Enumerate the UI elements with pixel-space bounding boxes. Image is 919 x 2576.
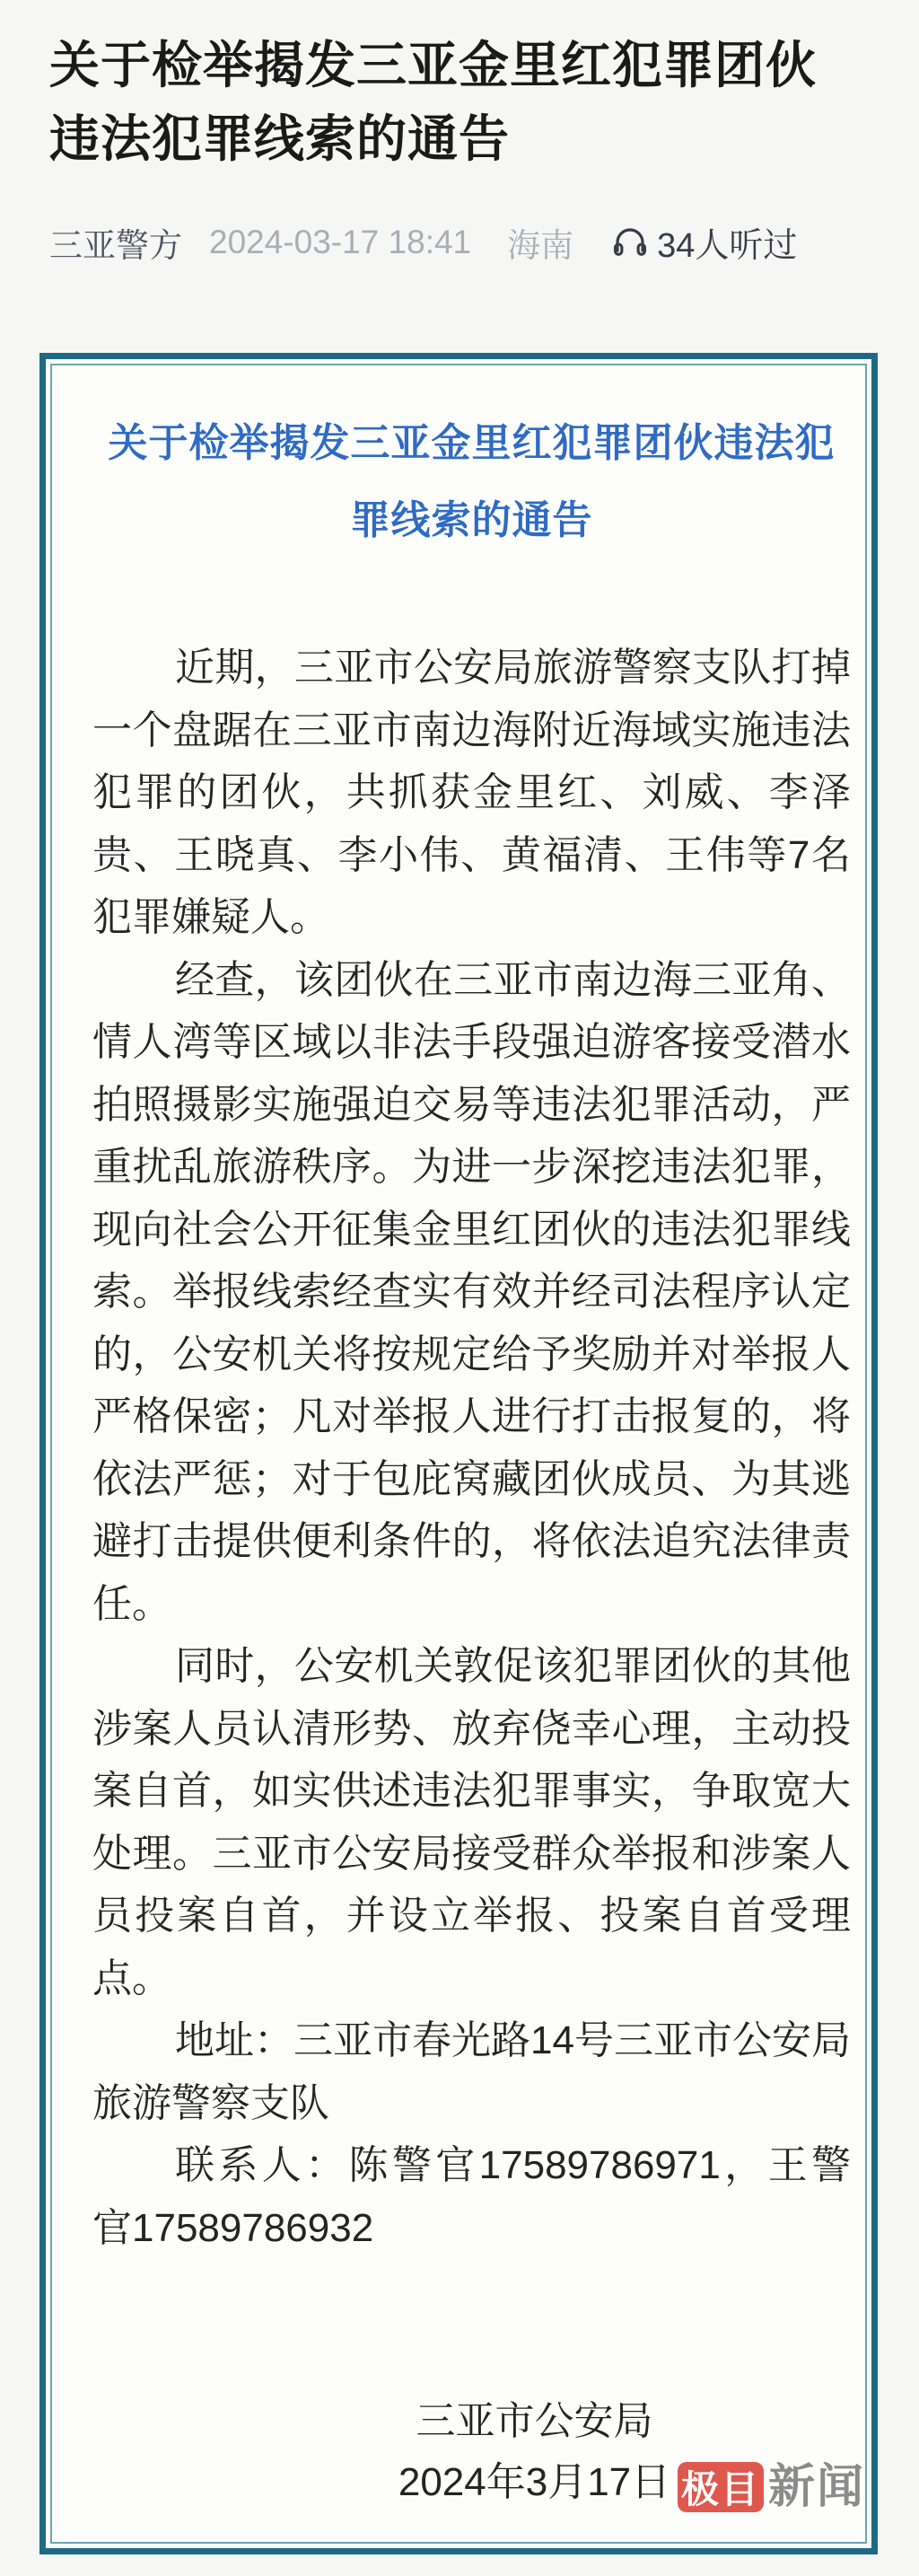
signature-date: 2024年3月17日	[398, 2460, 671, 2504]
signature-agency: 三亚市公安局	[416, 2399, 653, 2443]
listen-count: 34人听过	[657, 227, 798, 265]
body-line: 依法严惩；对于包庇窝藏团伙成员、为其逃	[92, 1456, 851, 1501]
contact-line: 联系人：陈警官17589786971，王警	[175, 2143, 851, 2187]
body-line: 拍照摄影实施强迫交易等违法犯罪活动，严	[92, 1082, 851, 1127]
body-line: 同时，公安机关敦促该犯罪团伙的其他	[175, 1644, 851, 1688]
body-line: 任。	[92, 1581, 171, 1626]
author-link[interactable]: 三亚警方	[49, 226, 182, 264]
watermark-badge: 极目	[678, 2462, 764, 2512]
publish-datetime: 2024-03-17 18:41	[209, 223, 472, 260]
notice-body	[92, 637, 851, 2259]
body-line: 犯罪的团伙，共抓获金里红、刘威、李泽	[92, 770, 851, 814]
body-line: 情人湾等区域以非法手段强迫游客接受潜水	[92, 1020, 851, 1064]
body-line: 案自首，如实供述违法犯罪事实，争取宽大	[92, 1769, 851, 1813]
article-title	[49, 29, 888, 176]
body-line: 索。举报线索经查实有效并经司法程序认定	[92, 1270, 851, 1314]
watermark-suffix: 新闻	[768, 2461, 866, 2513]
body-line: 点。	[92, 1956, 171, 2000]
paragraph-contacts	[92, 2134, 851, 2259]
notice-box	[39, 353, 878, 2554]
body-line: 的，公安机关将按规定给予奖励并对举报人	[92, 1332, 851, 1376]
article-title-line-2: 违法犯罪线索的通告	[49, 110, 510, 167]
body-line: 贵、王晓真、李小伟、黄福清、王伟等7名	[92, 832, 851, 877]
body-line: 犯罪嫌疑人。	[92, 895, 329, 939]
contact-line: 官17589786932	[92, 2205, 374, 2250]
body-line: 经查，该团伙在三亚市南边海三亚角、	[175, 957, 851, 1002]
notice-title-line-1: 关于检举揭发三亚金里红犯罪团伙违法犯	[108, 421, 836, 465]
article-title-line-1: 关于检举揭发三亚金里红犯罪团伙	[49, 37, 817, 93]
notice-title	[92, 405, 851, 559]
listen-button[interactable]	[611, 217, 797, 267]
notice-title-line-2: 罪线索的通告	[350, 498, 593, 542]
body-line: 避打击提供便利条件的，将依法追究法律责	[92, 1519, 851, 1563]
jimu-news-watermark	[678, 2462, 865, 2512]
paragraph-1	[92, 637, 851, 949]
article-meta	[49, 217, 797, 267]
paragraph-address	[92, 2009, 851, 2134]
body-line: 员投案自首，并设立举报、投案自首受理	[92, 1894, 851, 1938]
body-line: 涉案人员认清形势、放弃侥幸心理，主动投	[92, 1706, 851, 1751]
body-line: 一个盘踞在三亚市南边海附近海域实施违法	[92, 708, 851, 752]
body-line: 处理。三亚市公安局接受群众举报和涉案人	[92, 1831, 851, 1876]
headphones-icon	[611, 224, 649, 261]
address-line: 地址：三亚市春光路14号三亚市公安局	[175, 2018, 851, 2062]
notice-box-inner-border	[50, 364, 867, 2544]
publish-location: 海南	[507, 226, 574, 264]
paragraph-2	[92, 949, 851, 1636]
body-line: 重扰乱旅游秩序。为进一步深挖违法犯罪，	[92, 1145, 851, 1189]
body-line: 现向社会公开征集金里红团伙的违法犯罪线	[92, 1207, 851, 1252]
body-line: 严格保密；凡对举报人进行打击报复的，将	[92, 1394, 851, 1438]
address-line: 旅游警察支队	[92, 2080, 329, 2125]
body-line: 近期，三亚市公安局旅游警察支队打掉	[175, 646, 851, 690]
paragraph-3	[92, 1635, 851, 2009]
